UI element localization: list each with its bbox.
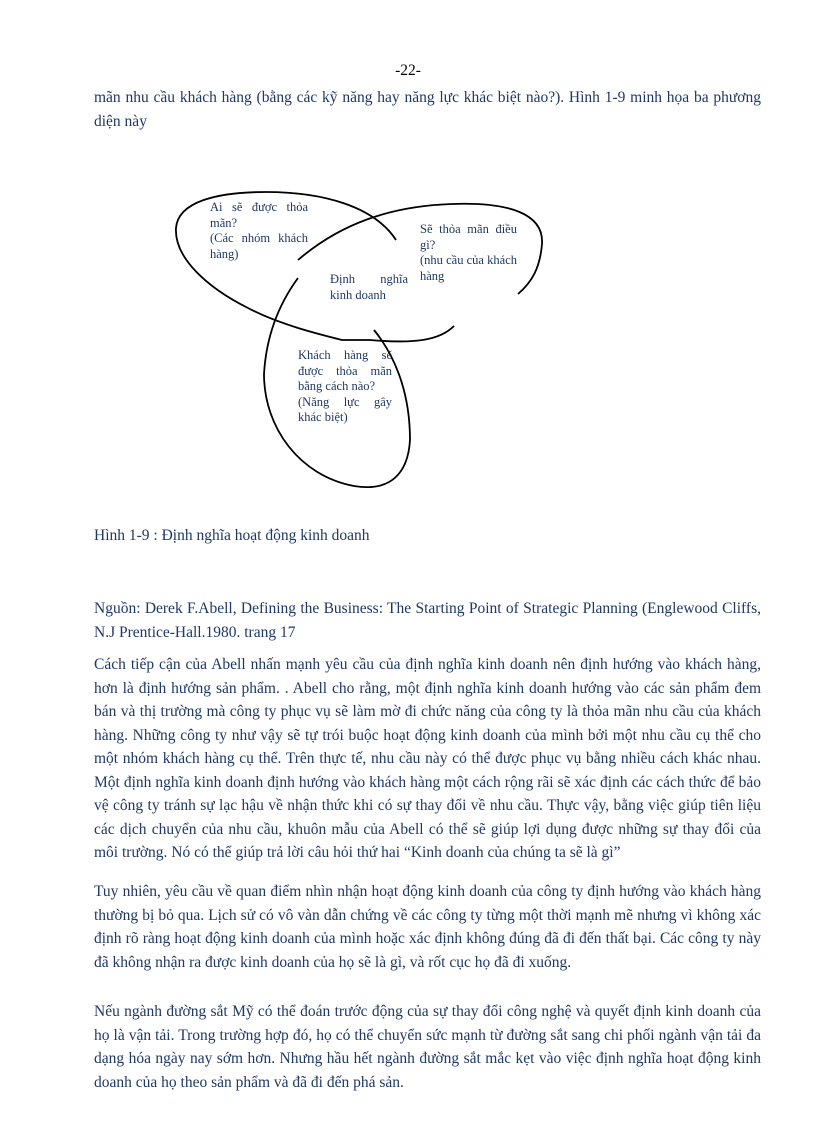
center-text: Định nghĩa kinh doanh: [330, 272, 408, 302]
body-paragraph-2: Tuy nhiên, yêu cầu về quan điểm nhìn nhận hoạt động kinh doanh của công ty định hướng vào khách hàng thường bị bỏ qua. Lịch sử có vô vàn dẫn chứng về các công ty từng một thời mạnh mẽ nhưng vì không xác định rõ ràng hoạt động kinh doanh của mình hoặc xác định không đúng đã đi đến thất bại. Các công ty này đã không nhận ra được kinh doanh của họ sẽ là gì, và rốt cục họ đã đi xuống.: [94, 883, 761, 971]
how-detail: (Năng lực gây khác biệt): [298, 394, 392, 424]
what-question: Sẽ thỏa mãn điều gì?: [420, 222, 517, 252]
how-label: [298, 348, 392, 426]
page-number: -22-: [395, 62, 421, 79]
who-label: [210, 200, 308, 262]
figure-caption: Hình 1-9 : Định nghĩa hoạt động kinh doanh: [94, 527, 370, 544]
body-paragraph-1: Cách tiếp cận của Abell nhấn mạnh yêu cầu của định nghĩa kinh doanh nên định hướng vào khách hàng, hơn là định hướng sản phẩm. . Abell cho rằng, một định nghĩa kinh doanh hướng vào các sản phẩm đem bán và thị trường mà công ty phục vụ sẽ làm mờ đi chức năng của công ty là thỏa mãn nhu cầu của khách hàng. Những công ty như vậy sẽ tự trói buộc hoạt động kinh doanh của mình bởi một nhu cầu cụ thể cho một nhóm khách hàng cụ thể. Trên thực tế, nhu cầu này có thể được phục vụ bằng nhiều cách khác nhau. Một định nghĩa kinh doanh định hướng vào khách hàng một cách rộng rãi sẽ xác định các cách thức để bảo vệ công ty tránh sự lạc hậu về nhận thức khi có sự thay đổi về nhu cầu. Thực vậy, bằng việc giúp tiên liệu các dịch chuyển của nhu cầu, khuôn mẫu của Abell có thể sẽ giúp lợi dụng được những sự thay đổi của môi trường. Nó có thể giúp trả lời câu hỏi thứ hai “Kinh doanh của chúng ta sẽ là gì”: [94, 656, 761, 861]
how-question: Khách hàng sẽ được thỏa mãn bằng cách nào?: [298, 348, 392, 393]
business-definition-diagram: [170, 178, 550, 508]
what-detail: (nhu cầu của khách hàng: [420, 253, 517, 283]
intro-paragraph: mãn nhu cầu khách hàng (bằng các kỹ năng hay năng lực khác biệt nào?). Hình 1-9 minh họa ba phương diện này: [94, 89, 761, 130]
source-citation: Nguồn: Derek F.Abell, Defining the Business: The Starting Point of Strategic Planning (Englewood Cliffs, N.J Prentice-Hall.1980. trang 17: [94, 600, 761, 641]
who-question: Ai sẽ được thỏa mãn?: [210, 200, 308, 230]
center-label: [330, 272, 408, 303]
body-paragraph-3: Nếu ngành đường sắt Mỹ có thể đoán trước động của sự thay đổi công nghệ và quyết định kinh doanh của họ là vận tải. Trong trường hợp đó, họ có thể chuyển sức mạnh từ đường sắt sang chi phối ngành vận tải đa dạng hóa ngày nay sớm hơn. Nhưng hầu hết ngành đường sắt mắc kẹt vào việc định nghĩa hoạt động kinh doanh của họ theo sản phẩm và đã đi đến phá sản.: [94, 1003, 761, 1091]
what-label: [420, 222, 517, 284]
who-detail: (Các nhóm khách hàng): [210, 231, 308, 261]
